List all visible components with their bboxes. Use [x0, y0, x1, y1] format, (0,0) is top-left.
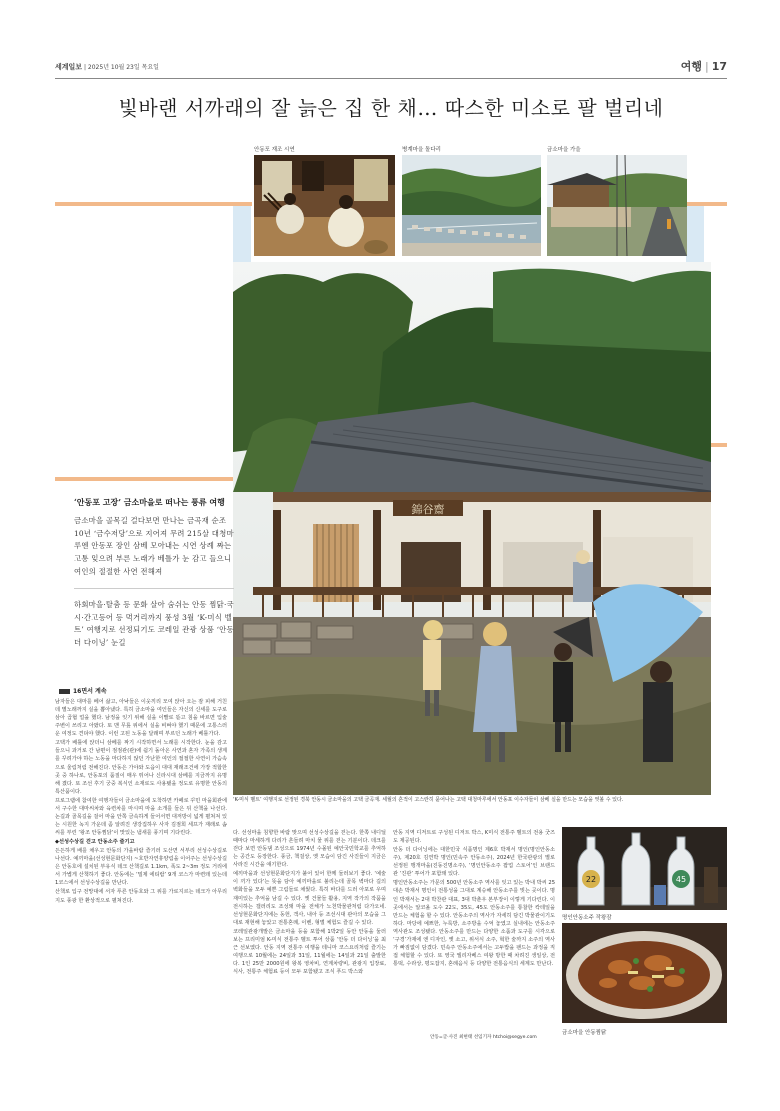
- photo-main-geumgokjae: [233, 262, 711, 795]
- photo-caption-jjimdak: 금소마을 안동찜닭: [562, 1030, 607, 1036]
- page-number: 17: [711, 60, 727, 73]
- article-column-3: [393, 829, 555, 969]
- lead-title: ‘안동포 고장’ 금소마을로 떠나는 풍류 여행: [74, 497, 225, 507]
- bottle-label-22: 22: [585, 875, 597, 884]
- byline: 안동=글·사진 최현태 선임기자 htchoi@segye.com: [430, 1035, 537, 1040]
- article-paragraph: 든든하게 배를 채우고 안동의 가을바람 즐기러 도산면 서부리 선성수상길로 나선다. 예끼마을(선성현문화단지) ~호반자연휴양림을 이어주는 선성수상길은 안동호에 설치된 부유식 데크 산책길로 1.1km, 폭도 2~3m 정도 거리에 서 가볍게 산책하기 좋다. 안동에는 ‘밀제 에티랍’ 9개 코스가 마련돼 있는데 1코스에서 선성수상길을 만난다.: [55, 848, 227, 887]
- article-paragraph: 안동 지역 디저트로 구성된 디저트 박스, K미식 전통주 벨트의 전용 굿즈도 제공된다.: [393, 830, 555, 845]
- photo-stepping-stones: [402, 155, 541, 256]
- article-column-1: [55, 698, 227, 906]
- article-paragraph: 명인안동소주는 가문의 500년 안동소주 역사를 잇고 있는 박내 박씨 25대손 박재서 명인이 전통성을 그대로 계승해 안동소주를 빚는 곳이다. 명인 박재서는 2대 박찬관 대표, 3대 박춘우 본부장이 이렇게 기다린다. 이곳에서는 알코올 도수 22도, 35도, 45도 안동소주를 통찰한 칵테일을 만드는 체험을 할 수 있다. 안동소주의 역사가 자세히 담긴 박물관이기도 하다. 마당에 예쁘한, 누룩방, 소주방을 수억 놓였고 실내에는 안동소주역사관도 조성됐다. 안동소주를 만드는 다양한 소품과 도구를 시각으로 ‘구경’가재에 엔 디자인, 옛 소고, 위서식 소주, 혁한 술까지 소주의 역사가 빠짐없이 담겼다. 민속주 안동소주에서는 고두밥을 팬드는 과정을 직접 체험할 수 있다. 또 영국 엘리자베스 여왕 방한 때 차려진 생일상, 전통떡, 수라상, 평도잡지, 혼례음식 등 다양한 전통음식의 세계도 만난다.: [393, 880, 555, 967]
- lead-divider: [74, 588, 234, 589]
- lead-paragraph-1: 금소마을 골목길 걸다보면 만나는 금곡재 순조 10년 ‘금수저당’으로 지어져 무려 215살 대청마루엔 안동포 장인 삼베 모아내는 시연 상례 짜는 고통 잊으려 부른 노래가 베틀가 눈 감고 들으니 여인의 절절한 사연 전해져: [74, 516, 234, 576]
- article-paragraph: 고택가 배틀에 앉더니 삼베를 짜기 시작하면서 노래를 시작한다. 눈을 감고 들으니 과거로 간 남편이 점점관(관)에 쉽기 돌아온 사연과 혼자 가족의 생계를 꾸려가야 하는 노동을 마다하지 않던 가난한 여인의 절절한 사연이 가슴속으로 울림처럼 전해진다. 안동은 가야와 도읍이 대대 재래조건에 가장 적합한 곳 중 하나로, 안동포의 품질이 매우 뛰어나 신라시대 삼베를 지금까지 유명해 졌다. 또 조선 후기 궁중 복식인 소재로도 사용됐을 정도로 유명한 안동의 특산품이다.: [55, 740, 227, 795]
- photo-soju-bottles: [562, 827, 727, 910]
- article-paragraph: 예끼마을과 선성현문화단지가 붙어 있어 한께 둘러보기 좋다. ‘예술이 끼가 있다’는 뜻을 담아 예끼마을로 불리는데 골목 벽마다 길의 벽화들을 모두 예쁜 그림들로 채웠다. 특히 바다를 드러 아포로 우며 재미있는 추억을 남길 수 있다. 옛 건물들 활용, 지역 작가의 작품을 전시하는 갤러리도 조성돼 마을 전체가 노천박물관처럼 다가오네. 선성현문화단지에는 동헌, 객사, 내아 등 조선시대 관아의 모습을 그대로 재현해 놓았고 전통혼례, 이벤, 형벌 체험도 즐길 수 있다.: [233, 871, 386, 926]
- photo-caption-soju: 명인안동소주 작왕잠: [562, 915, 612, 921]
- article-paragraph: 안동 더 다이닝에는 대한민국 식품명인 제6호 박재서 명인(명인안동소주), 제20호 김연박 명인(민속주 안동소주), 2024년 한국관광의 별로 선정된 맹개마을(진동진명소주), ‘명인안동소주 팝업 스토어’인 브랜드관 ‘진관’ 투어가 포함돼 있다.: [393, 847, 555, 878]
- photo-caption-weaving: 안동포 재조 시연: [254, 147, 295, 153]
- photo-weaving-demo: [254, 155, 395, 256]
- photo-caption-autumn: 금소마을 가을: [547, 147, 581, 153]
- article-column-2: [233, 829, 386, 977]
- issue-date: 2025년 10월 23일 목요일: [87, 64, 159, 71]
- header-separator: |: [83, 64, 88, 71]
- article-paragraph: 프로그램에 참여한 여행자들이 금소마을에 도착하면 카페로 꾸민 마을회관에서 구수한 대마씨차와 육련차를 마시며 마을 소개를 들은 뒤 산책을 나선다. 논길과 골목길을 걸어 마을 안쪽 금속하게 들어서면 대저방이 넓게 펼쳐져 있는 시원한 녹지 가운데 좀 알려진 생강집하우 사자 김점희 세프가 재래로 솜씨를 부린 ‘왕조 안동찜닭’이 맛있는 냄새를 풍기며 기다린다.: [55, 797, 227, 836]
- section-name: 여행: [680, 60, 702, 73]
- page-header: [55, 62, 727, 78]
- continued-arrow-icon: [59, 689, 70, 694]
- header-rule: [55, 78, 727, 79]
- section-marker: [681, 58, 727, 74]
- photo-caption-stepping-stones: 병계마을 돌다리: [402, 147, 441, 153]
- article-paragraph: 산책로 입구 전망대에 서자 푸른 안동호와 그 위를 가로지르는 데크가 아무리지도 풍광 한 환상적으로 펼쳐진다.: [55, 889, 227, 904]
- accent-band-orange-mid: [55, 477, 233, 481]
- continued-marker: [59, 686, 107, 695]
- headline: 빛바랜 서까래의 잘 늙은 집 한 채… 따스한 미소로 팔 벌리네: [118, 96, 664, 120]
- hanja-plaque: 錦谷齋: [411, 503, 445, 516]
- article-paragraph: 코레일관광개발은 금소마을 등을 포함해 1박2일 동안 안동을 둘러보는 프리미엄 K-미식 전통주 벨트 투어 상품 ‘안동 더 다이닝’을 최근 선보였다. 안동 지역 전통주 여행을 테니마 코스요리처럼 즐기는 여행으로 10월에는 24일과 31일, 11월에는 14일과 21일 출발한다. 1인 25만 2000원에 왕복 영차비, 연계차량비, 관광지 입장료, 식사, 전통주 체험료 등이 모두 포함됐고 조식 푸드 박스와: [233, 928, 386, 976]
- newspaper-name: 세계일보: [55, 62, 83, 71]
- continued-label: 16면서 계속: [73, 688, 107, 695]
- article-paragraph: 남자들은 대마를 베어 삶고, 아낙들은 이웃끼리 모여 앉아 오는 잠 피해 거친데 별노래까지 실을 뽑아냈다. 특히 금소마을 여인들은 자신의 신세를 도구로 삼아 곱협 얼을 했다. 남정을 잇기 위해 실을 이빨로 뜯고 침을 바르면 입술 주변이 쓰리고 아팠다. 또 맨 무릎 위에서 실을 비벼야 했기 때문에 고통스러운 여정도 견뎌야 했다. 이런 고된 노동을 달래며 부르던 노래가 베틀가다.: [55, 699, 227, 738]
- photo-andong-jjimdak: [562, 923, 727, 1023]
- article-paragraph: 다. 선성마을 침향한 바람 맞으며 선성수상길을 걷는다. 한쪽 내디딜 때마다 마세하게 다리가 흔들려 마치 물 위를 걷는 기분이다. 데크를 걷다 보면 안동댐 조성으로 1974년 수몰된 예안국민학교를 추억하는 공간도 등장한다. 풍금, 책걸상, 옛 모습이 담긴 사진들이 지금은 사라진 시간을 얘기한다.: [233, 830, 386, 869]
- section-page-separator: |: [704, 60, 709, 73]
- accent-band-orange-right: [711, 443, 727, 447]
- bottle-label-45: 45: [675, 875, 687, 884]
- accent-band-orange-top: [55, 202, 252, 206]
- lead-paragraph-2: 하회마을·탈춤 등 문화 살아 숨쉬는 안동 찜닭·국시·간고등어 등 먹거리까지 풍성 3월 ‘K-미식 벨트’ 여행지로 선정되기도 코레일 관광 상품 ‘안동 더 다이닝’ 눈길: [74, 600, 234, 648]
- article-subheading: ◆선성수상길 걷고 안동소주 즐기고: [55, 839, 135, 846]
- photo-village-autumn: [547, 155, 687, 256]
- main-photo-caption: ‘K-미식 벨트’ 여행지로 선정된 경북 안동시 금소마을의 고택 금곡재. 세월의 흔적이 고스란히 묻어나는 고택 대청마루에서 안동포 이수자들이 삼베 실을 만드는 모습을 엿볼 수 있다.: [233, 797, 624, 803]
